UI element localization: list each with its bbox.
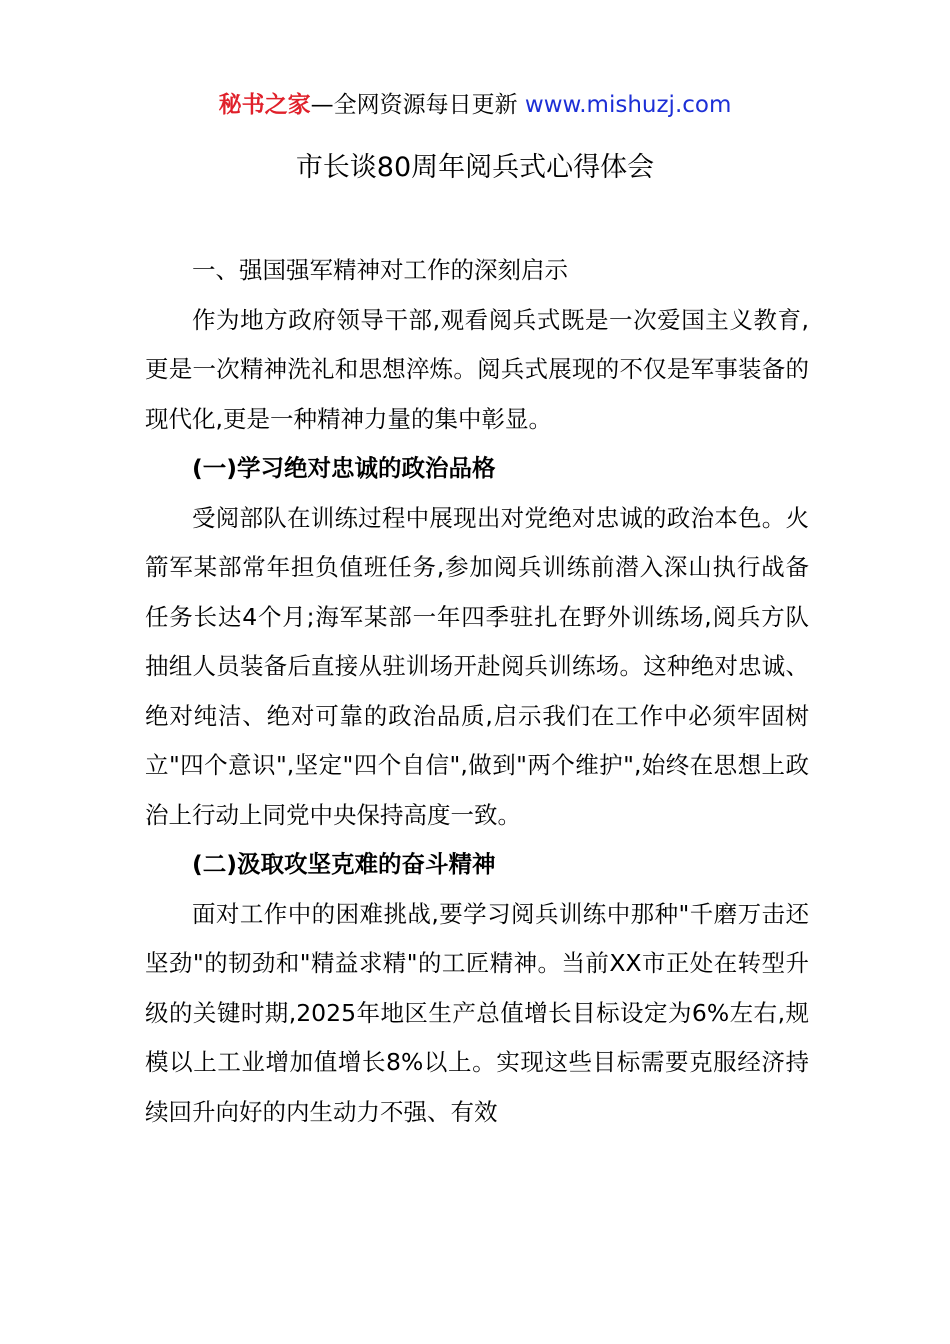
site-url-link[interactable]: www.mishuzj.com (524, 92, 732, 118)
document-body (145, 246, 809, 1137)
section-heading: 一、强国强军精神对工作的深刻启示 (192, 256, 568, 284)
subsection-heading: (一)学习绝对忠诚的政治品格 (192, 454, 496, 482)
site-header (0, 88, 950, 122)
body-paragraph: 作为地方政府领导干部,观看阅兵式既是一次爱国主义教育,更是一次精神洗礼和思想淬炼。阅兵式展现的不仅是军事装备的现代化,更是一种精神力量的集中彰显。 (145, 305, 809, 433)
subsection-heading: (二)汲取攻坚克难的奋斗精神 (192, 850, 496, 878)
site-brand: 秘书之家 (218, 92, 311, 118)
document-title: 市长谈80周年阅兵式心得体会 (295, 152, 655, 183)
body-paragraph: 受阅部队在训练过程中展现出对党绝对忠诚的政治本色。火箭军某部常年担负值班任务,参加阅兵训练前潜入深山执行战备任务长达4个月;海军某部一年四季驻扎在野外训练场,阅兵方队抽组人员装备后直接从驻训场开赴阅兵训练场。这种绝对忠诚、绝对纯洁、绝对可靠的政治品质,启示我们在工作中必须牢固树立"四个意识",坚定"四个自信",做到"两个维护",始终在思想上政治上行动上同党中央保持高度一致。 (145, 503, 809, 829)
site-tagline: —全网资源每日更新 (310, 92, 525, 118)
body-paragraph: 面对工作中的困难挑战,要学习阅兵训练中那种"千磨万击还坚劲"的韧劲和"精益求精"的工匠精神。当前XX市正处在转型升级的关键时期,2025年地区生产总值增长目标设定为6%左右,规模以上工业增加值增长8%以上。实现这些目标需要克服经济持续回升向好的内生动力不强、有效 (145, 899, 809, 1126)
